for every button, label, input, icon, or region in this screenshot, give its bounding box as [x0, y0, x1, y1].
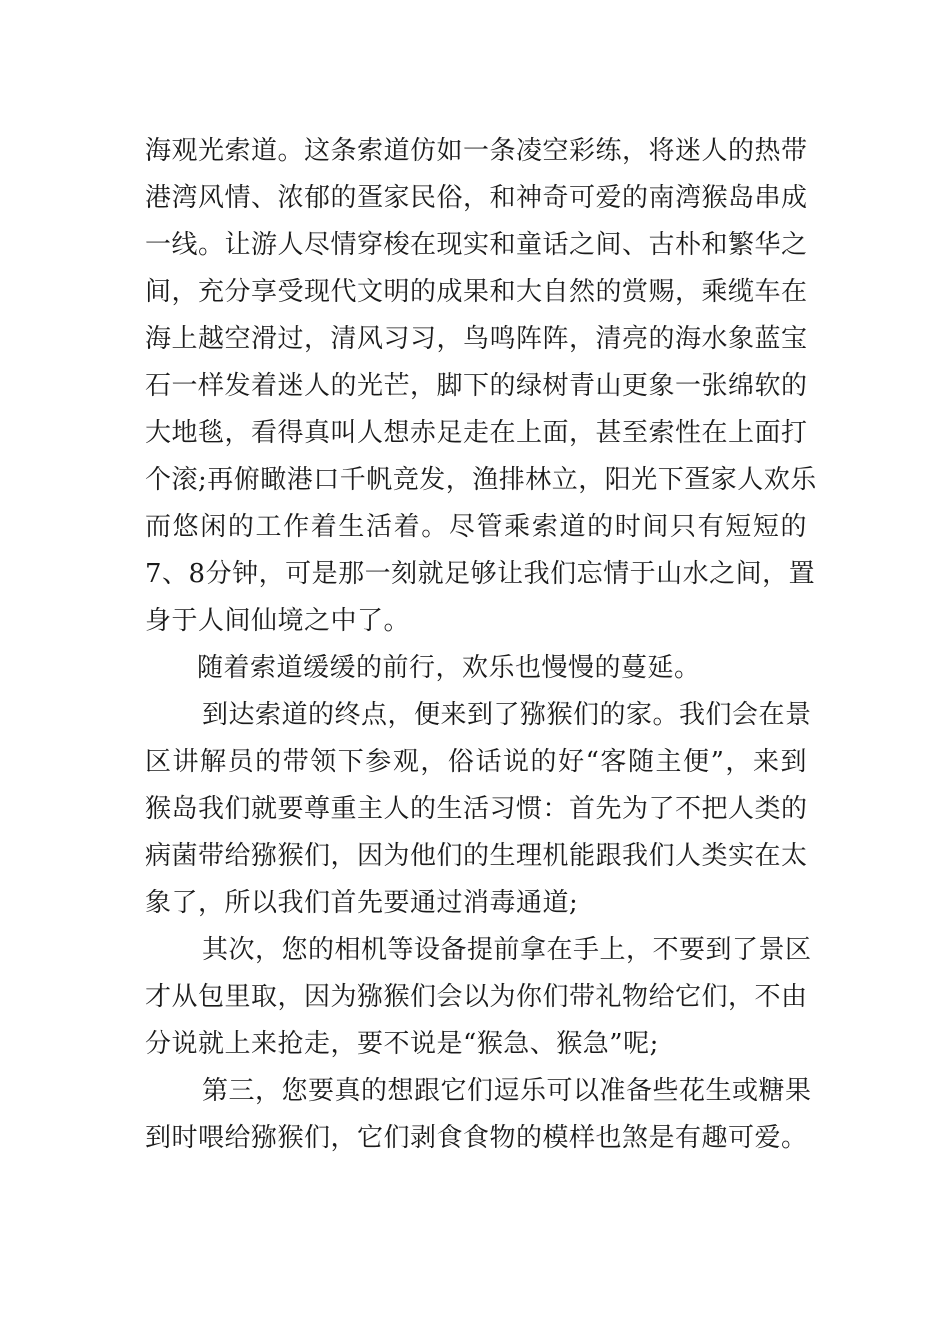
document-body	[145, 128, 817, 1162]
text-line: 分说就上来抢走，要不说是“猴急、猴急”呢;	[145, 1029, 659, 1059]
text-line: 病菌带给猕猴们，因为他们的生理机能跟我们人类实在太	[145, 841, 808, 871]
paragraph-monkey-home	[145, 692, 812, 927]
paragraph-joy-spreads	[145, 645, 807, 692]
text-line: 象了，所以我们首先要通过消毒通道;	[145, 888, 579, 918]
text-line: 到时喂给猕猴们，它们剥食食物的模样也煞是有趣可爱。	[145, 1123, 808, 1153]
text-line: 随着索道缓缓的前行，欢乐也慢慢的蔓延。	[197, 653, 701, 683]
text-line: 石一样发着迷人的光芒，脚下的绿树青山更象一张绵软的	[145, 371, 808, 401]
text-line: 区讲解员的带领下参观，俗话说的好“客随主便”，来到	[145, 747, 807, 777]
text-line: 猴岛我们就要尊重主人的生活习惯：首先为了不把人类的	[145, 794, 808, 824]
text-line: 身于人间仙境之中了。	[145, 606, 411, 636]
text-line: 港湾风情、浓郁的疍家民俗，和神奇可爱的南湾猴岛串成	[145, 183, 808, 213]
text-line: 海上越空滑过，清风习习，鸟鸣阵阵，清亮的海水象蓝宝	[145, 324, 808, 354]
paragraph-second-tip	[145, 927, 812, 1068]
text-line: 个滚;再俯瞰港口千帆竞发，渔排林立，阳光下疍家人欢乐	[145, 465, 817, 495]
text-line: 才从包里取，因为猕猴们会以为你们带礼物给它们，不由	[145, 982, 808, 1012]
text-line: 第三，您要真的想跟它们逗乐可以准备些花生或糖果	[202, 1076, 812, 1106]
text-line: 间，充分享受现代文明的成果和大自然的赏赐，乘缆车在	[145, 277, 808, 307]
text-line: 一线。让游人尽情穿梭在现实和童话之间、古朴和繁华之	[145, 230, 808, 260]
text-line: 海观光索道。这条索道仿如一条凌空彩练，将迷人的热带	[145, 136, 808, 166]
text-line: 其次，您的相机等设备提前拿在手上，不要到了景区	[202, 935, 812, 965]
text-line: 7、8分钟，可是那一刻就足够让我们忘情于山水之间，置	[145, 559, 816, 589]
paragraph-cable-car	[145, 128, 817, 645]
text-line: 大地毯，看得真叫人想赤足走在上面，甚至索性在上面打	[145, 418, 808, 448]
text-line: 而悠闲的工作着生活着。尽管乘索道的时间只有短短的	[145, 512, 807, 542]
text-line: 到达索道的终点，便来到了猕猴们的家。我们会在景	[202, 700, 812, 730]
paragraph-third-tip	[145, 1068, 812, 1162]
